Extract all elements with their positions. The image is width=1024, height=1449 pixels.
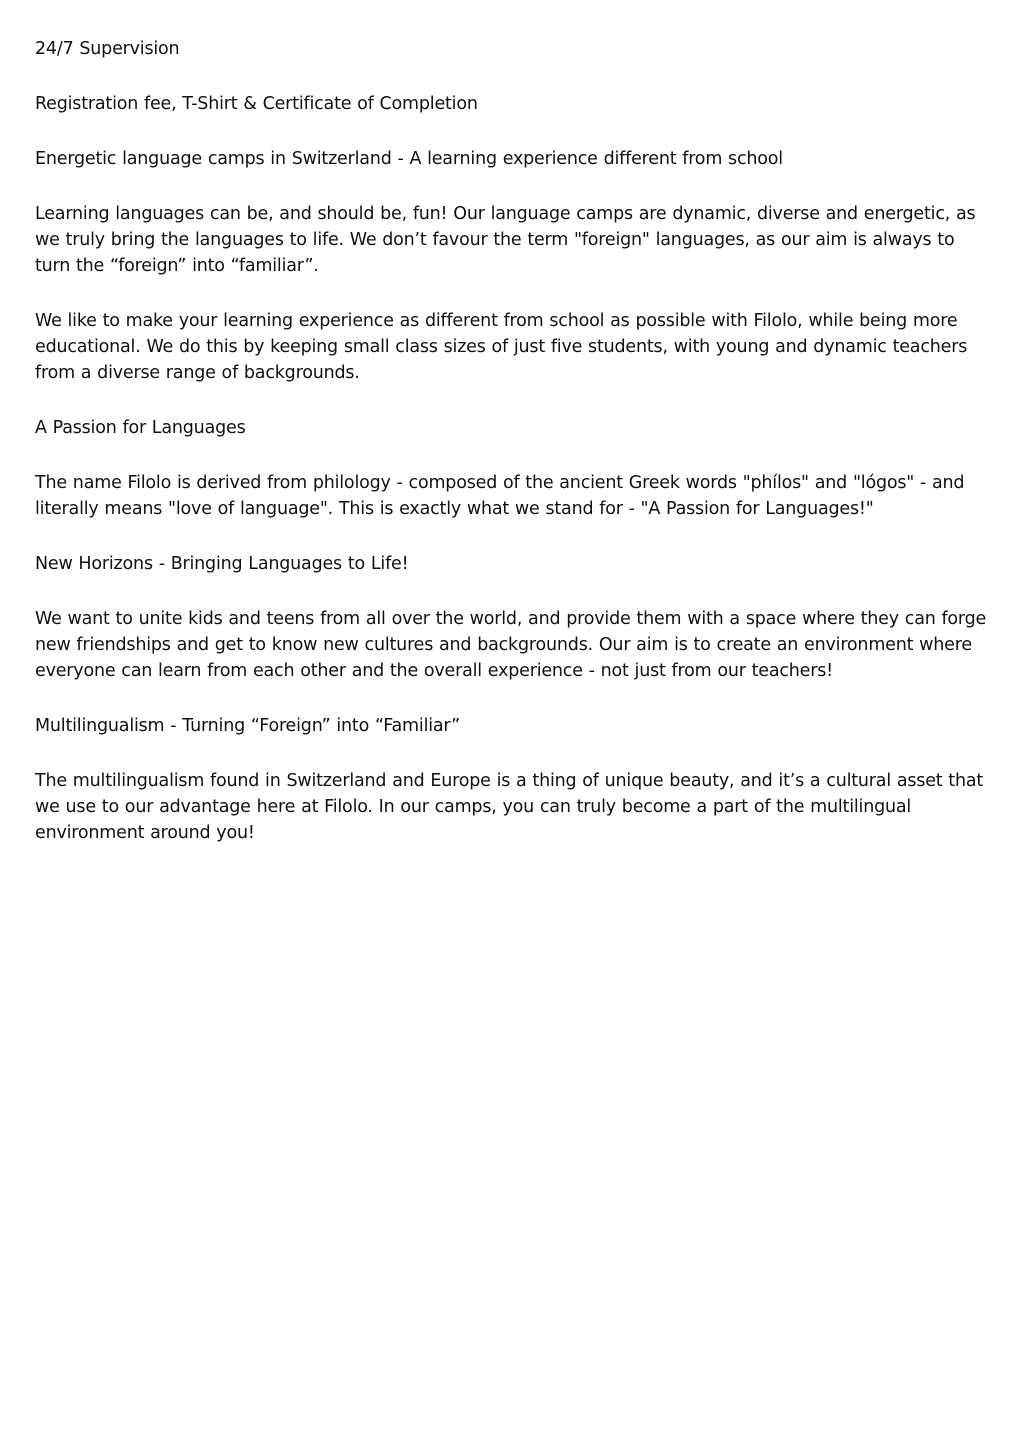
new-horizons-heading: New Horizons - Bringing Languages to Life! <box>35 554 409 574</box>
multilingualism-heading: Multilingualism - Turning “Foreign” into “Familiar” <box>35 716 461 736</box>
passion-heading: A Passion for Languages <box>35 418 246 438</box>
included-items-line: Registration fee, T-Shirt & Certificate of Completion <box>35 94 478 114</box>
multilingualism-paragraph: The multilingualism found in Switzerland and Europe is a thing of unique beauty, and it’s a cultural asset that we use to our advantage here at Filolo. In our camps, you can truly become a part of the multilingual environment around you! <box>35 771 984 843</box>
unite-kids-paragraph: We want to unite kids and teens from all over the world, and provide them with a space where they can forge new friendships and get to know new cultures and backgrounds. Our aim is to create an environment where everyone can learn from each other and the overall experience - not just from our teachers! <box>35 609 987 681</box>
name-origin-paragraph: The name Filolo is derived from philology - composed of the ancient Greek words "phílos" and "lógos" - and literally means "love of language". This is exactly what we stand for - "A Passion for Languages!" <box>35 473 965 519</box>
camps-intro-paragraph: Learning languages can be, and should be, fun! Our language camps are dynamic, diverse and energetic, as we truly bring the languages to life. We don’t favour the term "foreign" languages, as our aim is always to turn the “foreign” into “familiar”. <box>35 204 976 276</box>
camps-heading: Energetic language camps in Switzerland - A learning experience different from school <box>35 149 783 169</box>
document-body <box>35 36 995 875</box>
supervision-line: 24/7 Supervision <box>35 39 180 59</box>
learning-experience-paragraph: We like to make your learning experience as different from school as possible with Filolo, while being more educational. We do this by keeping small class sizes of just five students, with young and dynamic teachers from a diverse range of backgrounds. <box>35 311 968 383</box>
